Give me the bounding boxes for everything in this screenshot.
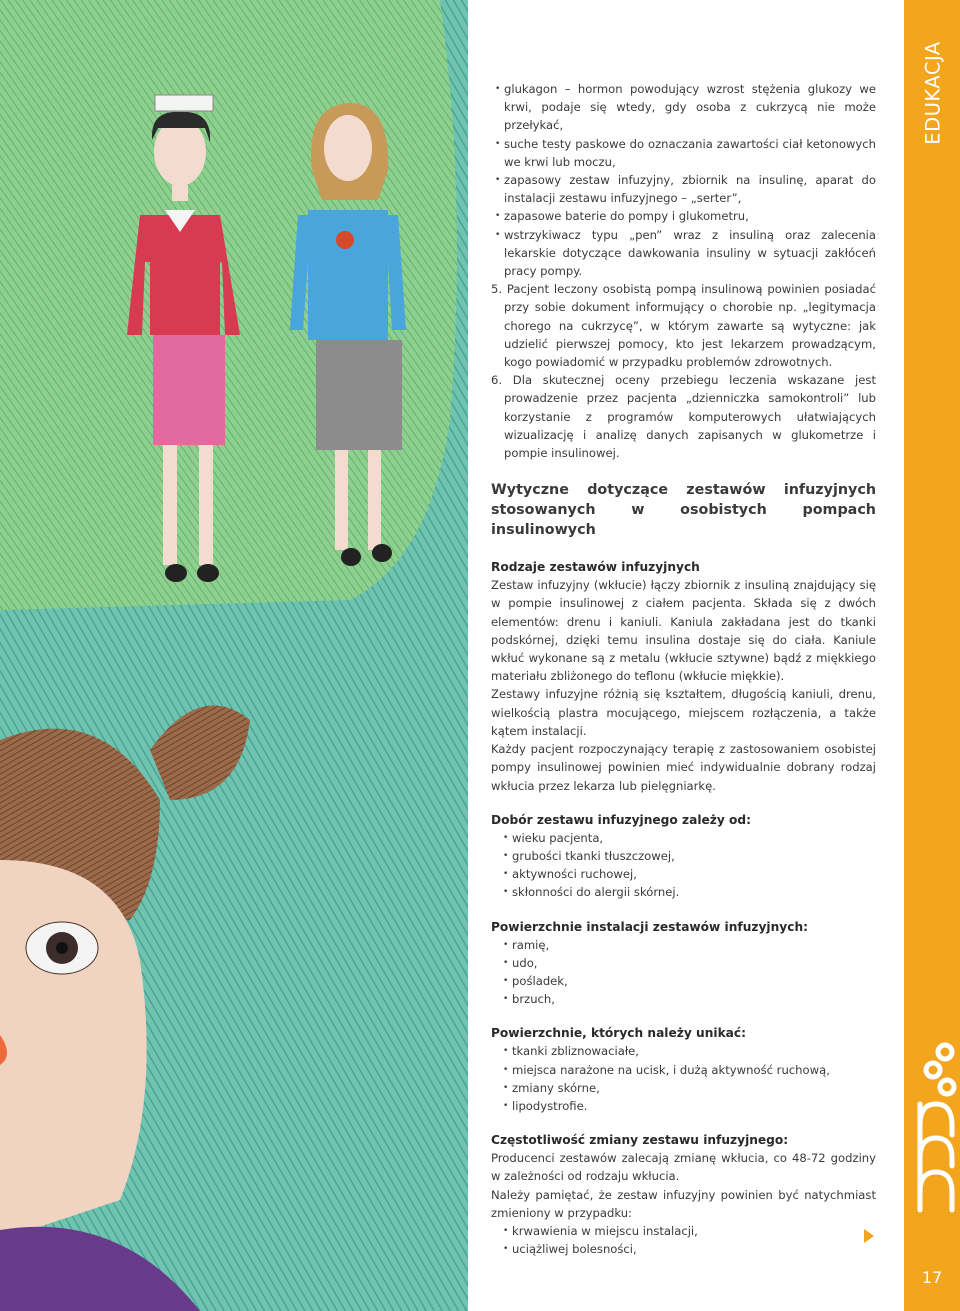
- section-label: EDUKACJA: [921, 41, 945, 145]
- list-item: • aktywności ruchowej,: [491, 865, 876, 883]
- paragraph: Zestawy infuzyjne różnią się kształtem, długością kaniuli, drenu, wielkością plastra mocującego, miejscem rozłączenia, a także kątem instalacji.: [491, 687, 876, 738]
- list-item: • zapasowe baterie do pompy i glukometru,: [491, 207, 876, 225]
- subheading-avoid: Powierzchnie, których należy unikać:: [491, 1026, 746, 1041]
- list-item: • tkanki zbliznowaciałe,: [491, 1042, 876, 1060]
- list-item: • glukagon – hormon powodujący wzrost stężenia glukozy we krwi, podaje się wtedy, gdy osoba z cukrzycą nie może przełykać,: [491, 80, 876, 135]
- list-item: • lipodystrofie.: [491, 1097, 876, 1115]
- numbered-item-6: 6. Dla skutecznej oceny przebiegu leczenia wskazane jest prowadzenie przez pacjenta „dzienniczka samokontroli” lub korzystanie z programów komputerowych ułatwiających wizualizację i analizę danych zapisanych w glukometrze i pompie insulinowej.: [491, 373, 876, 461]
- list-item: • brzuch,: [491, 990, 876, 1008]
- subheading-selection: Dobór zestawu infuzyjnego zależy od:: [491, 812, 752, 827]
- next-page-arrow-icon[interactable]: [863, 1228, 875, 1244]
- list-item: • wstrzykiwacz typu „pen” wraz z insuliną oraz zalecenia lekarskie dotyczące dawkowania insuliny w sytuacji zakłóceń pracy pompy.: [491, 226, 876, 281]
- article-text: [491, 80, 876, 1258]
- list-item: • suche testy paskowe do oznaczania zawartości ciał ketonowych we krwi lub moczu,: [491, 135, 876, 171]
- numbered-item-5: 5. Pacjent leczony osobistą pompą insulinową powinien posiadać przy sobie dokument informujący o chorobie np. „legitymacja chorego na cukrzycę”, w którym zawarte są wytyczne: jak udzielić pierwszej pomocy, kto jest lekarzem prowadzącym, kogo powiadomić w przypadku problemów zdrowotnych.: [491, 282, 876, 370]
- list-item: • pośladek,: [491, 972, 876, 990]
- list-item: • ramię,: [491, 936, 876, 954]
- section-heading: Wytyczne dotyczące zestawów infuzyjnych stosowanych w osobistych pompach insulinowych: [491, 482, 876, 539]
- paragraph: Każdy pacjent rozpoczynający terapię z zastosowaniem osobistej pompy insulinowej powinien mieć indywidualnie dobrany rodzaj wkłucia przez lekarza lub pielęgniarkę.: [491, 742, 876, 793]
- subheading-types: Rodzaje zestawów infuzyjnych: [491, 560, 700, 575]
- drawing-svg: [0, 0, 468, 1311]
- crayon-illustration: [0, 0, 468, 1311]
- list-item: • zapasowy zestaw infuzyjny, zbiornik na insulinę, aparat do instalacji zestawu infuzyjnego – „serter”,: [491, 171, 876, 207]
- subheading-sites: Powierzchnie instalacji zestawów infuzyjnych:: [491, 919, 808, 934]
- list-item: • skłonności do alergii skórnej.: [491, 883, 876, 901]
- list-item: • grubości tkanki tłuszczowej,: [491, 847, 876, 865]
- list-item: • udo,: [491, 954, 876, 972]
- list-item: • zmiany skórne,: [491, 1079, 876, 1097]
- logo-icon: [916, 1040, 960, 1215]
- list-item: • wieku pacjenta,: [491, 829, 876, 847]
- list-item: • krwawienia w miejscu instalacji,: [491, 1222, 876, 1240]
- list-item: • miejsca narażone na ucisk, i dużą aktywność ruchową,: [491, 1061, 876, 1079]
- subheading-frequency: Częstotliwość zmiany zestawu infuzyjnego:: [491, 1133, 789, 1148]
- page-number: 17: [921, 1268, 943, 1287]
- list-item: • uciążliwej bolesności,: [491, 1240, 876, 1258]
- paragraph: Producenci zestawów zalecają zmianę wkłucia, co 48-72 godziny w zależności od rodzaju wkłucia.: [491, 1151, 876, 1184]
- paragraph: Należy pamiętać, że zestaw infuzyjny powinien być natychmiast zmieniony w przypadku:: [491, 1187, 876, 1220]
- paragraph: Zestaw infuzyjny (wkłucie) łączy zbiornik z insuliną znajdujący się w pompie insulinowej z ciałem pacjenta. Składa się z dwóch elementów: drenu i kaniuli. Kaniula zakładana jest do tkanki podskórnej, dzięki temu insulina dostaje się do ciała. Kaniule wkłuć wykonane są z metalu (wkłucie sztywne) bądź z miękkiego materiału zbliżonego do teflonu (wkłucie miękkie).: [491, 578, 876, 684]
